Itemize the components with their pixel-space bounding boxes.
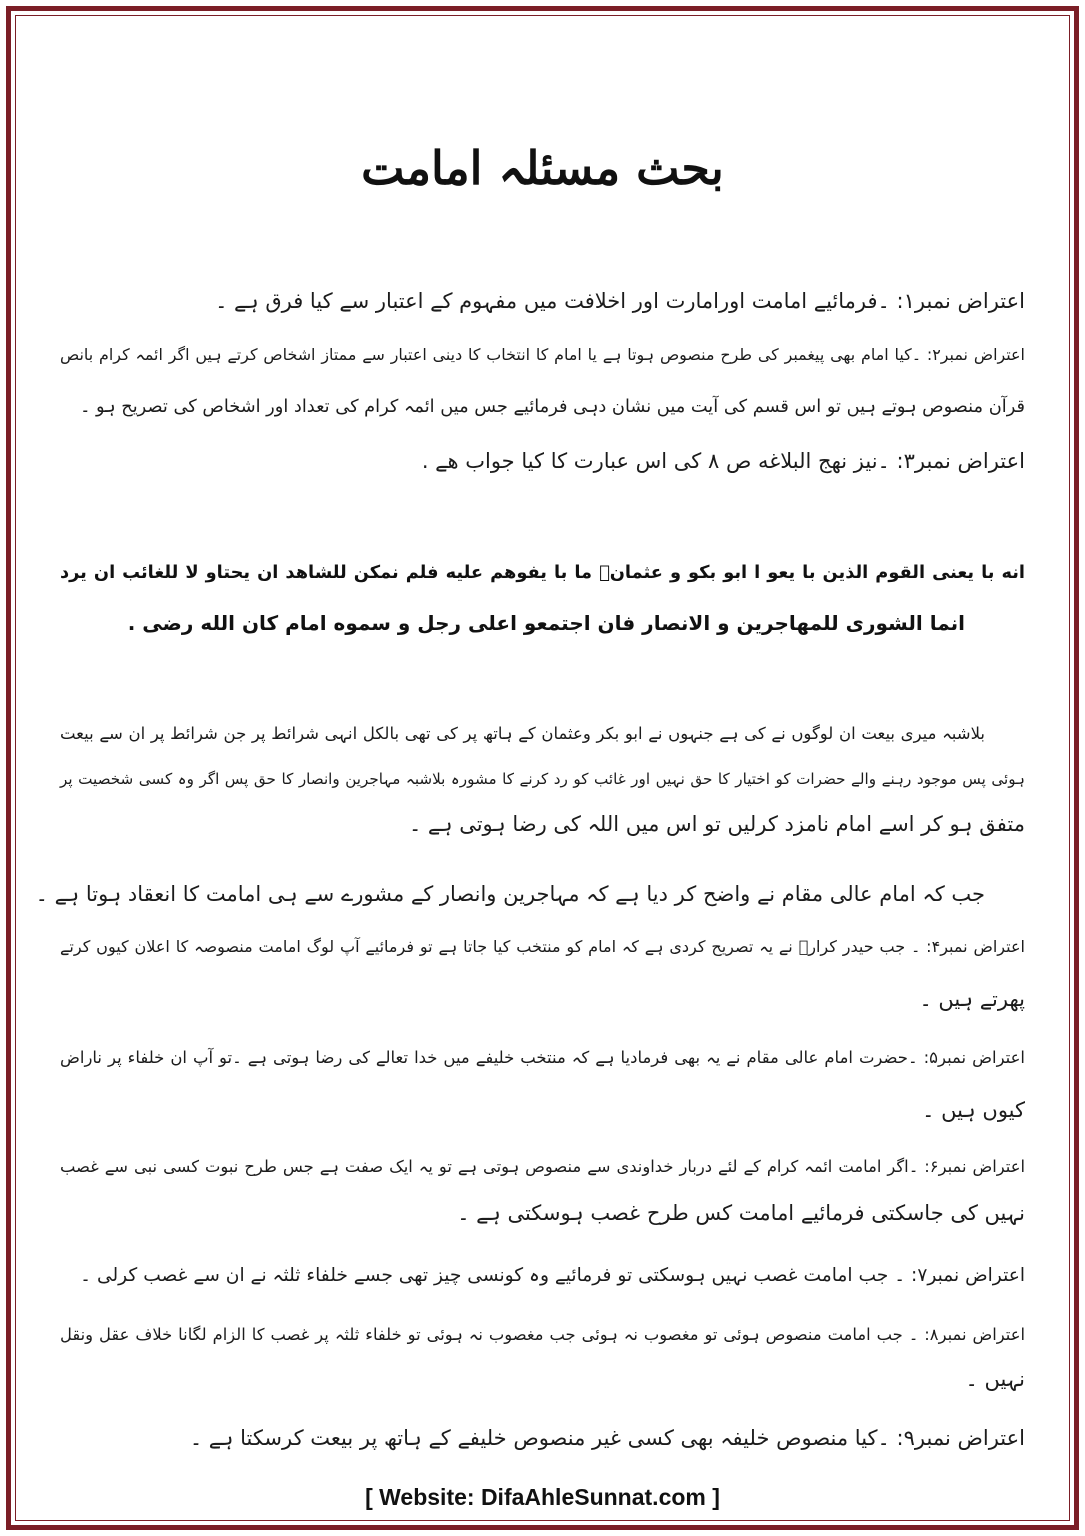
arabic-quote-line-1: انه با یعنی القوم الذین با یعو ا ابو بکو و عثمانؓ ما با یفوهم علیه فلم نمکن للشاهد ان یحتاو لا للغائب ان یرد [60,562,1025,583]
objection-2-line-2: قرآن منصوص ہوتے ہیں تو اس قسم کی آیت میں نشان دہی فرمائیے جس میں ائمہ کرام کی تعداد اور اشخاص کی تصریح ہو ۔ [79,397,1025,417]
objection-4-line-2: پھرتے ہیں ۔ [919,987,1025,1011]
objection-2 [60,337,1025,425]
translation-paragraph [60,716,1025,842]
translation-line-3: متفق ہو کر اسے امام نامزد کرلیں تو اس میں اللہ کی رضا ہوتی ہے ۔ [408,812,1025,836]
objection-1-line-1: اعتراض نمبر۱: ۔فرمائیے امامت اورامارت اور اخلافت میں مفہوم کے اعتبار سے کیا فرق ہے ۔ [215,289,1025,313]
objection-1 [60,283,1025,319]
objection-6 [60,1149,1025,1231]
translation-note-line: جب کہ امام عالی مقام نے واضح کر دیا ہے کہ مہاجرین وانصار کے مشورے سے ہی امامت کا انعقاد ہوتا ہے ۔ [35,882,985,906]
objection-8-line-1: اعتراض نمبر۸: ۔ جب امامت منصوص ہوئی تو مغصوب نہ ہوئی جب مغصوب نہ ہوئی تو خلفاء ثلثہ پر غصب کا الزام لگانا خلاف عقل ونقل [60,1325,1025,1344]
objection-7-line-1: اعتراض نمبر۷: ۔ جب امامت غصب نہیں ہوسکتی تو فرمائیے وہ کونسی چیز تھی جسے خلفاء ثلثہ نے ان سے غصب کرلی ۔ [80,1265,1025,1286]
objection-5 [60,1040,1025,1128]
arabic-quote-line-2: انما الشوری للمهاجرین و الانصار فان اجتمعو اعلی رجل و سموه امام کان الله رضی . [127,611,965,635]
objection-6-line-2: نہیں کی جاسکتی فرمائیے امامت کس طرح غصب ہوسکتی ہے ۔ [457,1201,1025,1225]
translation-line-2: ہوئی پس موجود رہنے والے حضرات کو اختیار کا حق نہیں اور غائب کو رد کرنے کا مشورہ بلاشبہ مہاجرین وانصار کا حق پس اگر وہ کسی شخصیت پر [60,770,1025,788]
objection-8 [60,1317,1025,1397]
objection-5-line-2: کیوں ہیں ۔ [922,1098,1025,1122]
page-title: بحث مسئلہ امامت [361,141,724,195]
objection-3 [60,443,1025,479]
translation-line-1: بلاشبہ میری بیعت ان لوگوں نے کی ہے جنہوں نے ابو بکر وعثمان کے ہاتھ پر کی تھی بالکل انہی شرائط پر جن شرائط پر ان سے بیعت [60,724,985,743]
objection-4 [60,929,1025,1017]
objection-2-line-1: اعتراض نمبر۲: ۔کیا امام بھی پیغمبر کی طرح منصوص ہوتا ہے یا امام کا انتخاب کا دینی اعتبار سے ممتاز اشخاص کرتے ہیں اگر ائمہ کرام بانص [60,345,1025,364]
website-footer: [ Website: DifaAhleSunnat.com ] [365,1484,720,1510]
objection-8-line-2: نہیں ۔ [965,1367,1025,1391]
objection-5-line-1: اعتراض نمبر۵: ۔حضرت امام عالی مقام نے یہ بھی فرمادیا ہے کہ منتخب خلیفے میں خدا تعالے کی رضا ہوتی ہے ۔تو آپ ان خلفاء پر ناراض [60,1048,1026,1067]
arabic-quote [60,548,1025,648]
objection-9-line-1: اعتراض نمبر۹: ۔کیا منصوص خلیفہ بھی کسی غیر منصوص خلیفے کے ہاتھ پر بیعت کرسکتا ہے ۔ [189,1426,1025,1450]
translation-note [35,876,1025,912]
objection-3-line-1: اعتراض نمبر۳: ۔نیز نهج البلاغه ص ۸ کی اس عبارت کا کیا جواب هے . [421,449,1025,473]
objection-4-line-1: اعتراض نمبر۴: ۔ جب حیدر کرارؓ نے یہ تصریح کردی ہے کہ امام کو منتخب کیا جاتا ہے تو فرمائیے آپ لوگ امامت منصوصہ کا اعلان کیوں کرتے [60,937,1025,956]
objection-7 [60,1258,1025,1294]
objection-9 [60,1420,1025,1456]
objection-6-line-1: اعتراض نمبر۶: ۔اگر امامت ائمہ کرام کے لئے دربار خداوندی سے منصوص ہوتی ہے تو یہ ایک صفت ہے جس طرح نبوت کسی نبی سے غصب [60,1157,1025,1176]
